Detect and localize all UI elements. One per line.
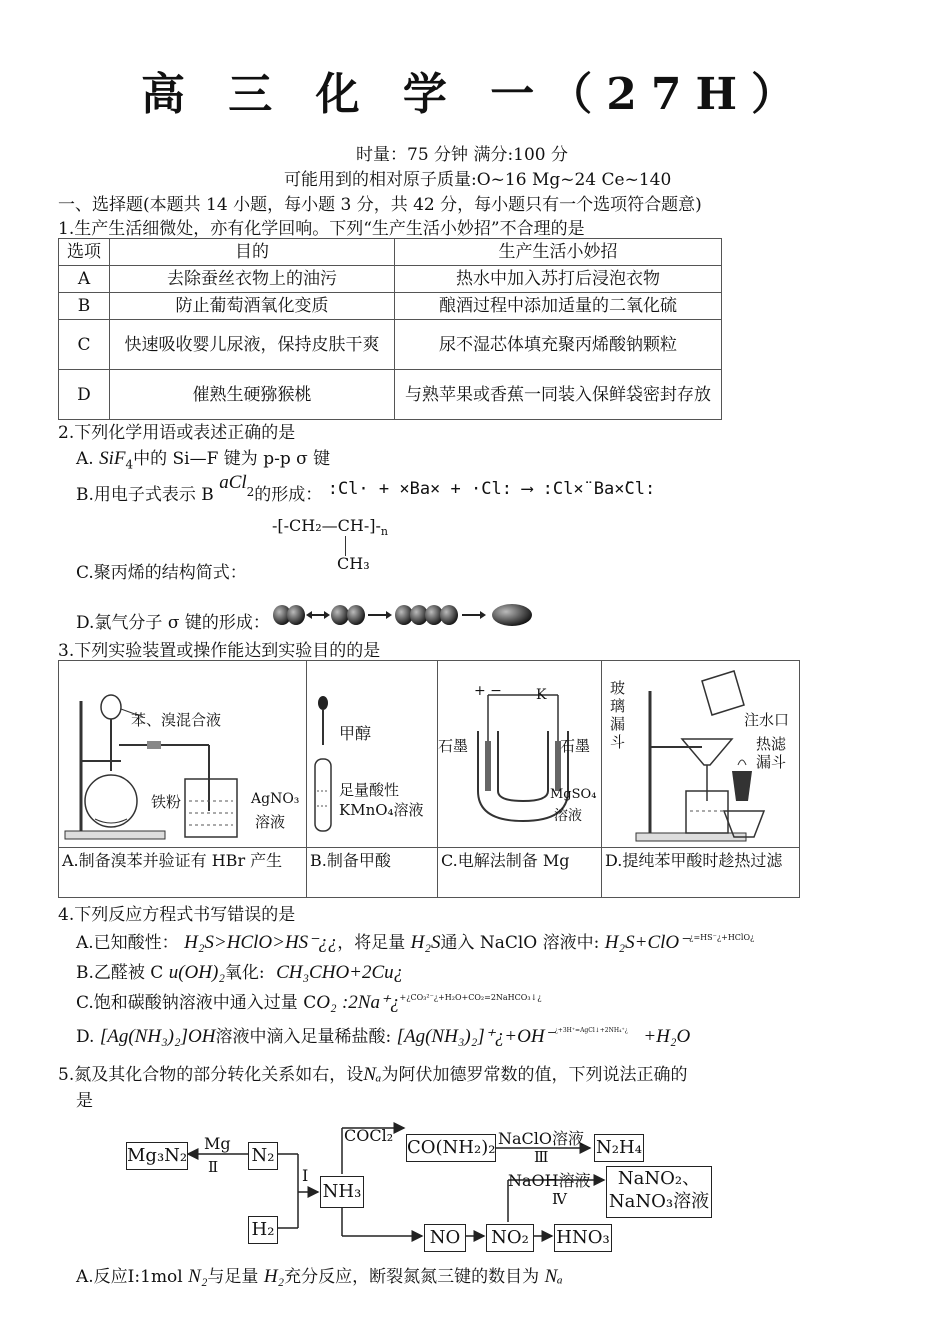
label-methanol: 甲醇	[339, 724, 372, 743]
q2-option-a	[76, 444, 330, 471]
q2-option-c: C.聚丙烯的结构简式：	[76, 563, 247, 583]
q4-option-a	[76, 928, 754, 954]
label-funnel-2: 璃	[610, 697, 626, 715]
caption-b: B.制备甲酸	[307, 847, 437, 900]
arrow-label-naclo: NaClO溶液	[498, 1129, 585, 1148]
formula: Nₐ	[363, 1064, 382, 1085]
formula: H₂S	[410, 932, 441, 953]
label-funnel-3: 漏	[610, 715, 626, 733]
q5-stem	[58, 1060, 687, 1086]
option-text: B.用电子式表示 B	[76, 485, 214, 505]
option-text: 与足量	[207, 1267, 259, 1287]
arrow-label-iv: Ⅳ	[552, 1190, 567, 1208]
nitrite-line-2: NaNO₃溶液	[608, 1191, 710, 1212]
page-title: 高 三 化 学 一（27H）	[140, 69, 810, 120]
purpose-cell: 防止葡萄酒氧化变质	[110, 293, 395, 320]
arrow-label-iii: Ⅲ	[534, 1148, 549, 1166]
box-hno3: HNO₃	[554, 1224, 612, 1252]
tip-cell: 酿酒过程中添加适量的二氧化硫	[395, 293, 722, 320]
tip-cell: 尿不湿芯体填充聚丙烯酸钠颗粒	[395, 320, 722, 370]
option-text: 中的 Si—F 键为 p-p σ 键	[133, 449, 331, 469]
formula: H₂S+ClO⁻	[604, 932, 690, 953]
table-row	[59, 320, 722, 370]
label-hot-1: 热滤	[756, 735, 787, 753]
label-solution-c: 溶液	[554, 808, 582, 824]
q4-option-b	[76, 958, 403, 984]
formula: H₂	[263, 1266, 285, 1287]
label-mixture: 苯、溴混合液	[131, 711, 222, 729]
caption-d: D.提纯苯甲酸时趁热过滤	[602, 847, 799, 900]
formula: aCl	[219, 472, 247, 493]
apparatus-d	[602, 661, 799, 897]
polypropylene-structure	[272, 516, 388, 538]
q1-table	[58, 238, 722, 420]
option-cell: B	[59, 293, 110, 320]
formula: :2Na⁺¿	[341, 992, 400, 1013]
stem-text: 为阿伏加德罗常数的值，下列说法正确的	[381, 1065, 688, 1085]
q2-option-d: D.氯气分子 σ 键的形成：	[76, 613, 270, 633]
option-text: 的形成：	[254, 485, 323, 505]
formula: CH₃CHO+2Cu¿	[276, 962, 404, 983]
label-polarity: + −	[474, 683, 502, 699]
tip-cell: 与熟苹果或香蕉一同装入保鲜袋密封存放	[395, 370, 722, 420]
time-info: 时量：75 分钟 满分:100 分	[356, 145, 569, 165]
sigma-bond-orbitals	[268, 600, 538, 630]
box-urea: CO(NH₂)₂	[406, 1134, 496, 1162]
option-text: 氧化:	[224, 963, 265, 983]
option-text: C.饱和碳酸钠溶液中通入过量 C	[76, 993, 317, 1013]
arrow-label-mg: Mg	[204, 1134, 231, 1153]
label-funnel-1: 玻	[610, 679, 626, 697]
label-solution: 溶液	[255, 813, 286, 831]
formula: SiF	[99, 448, 126, 469]
table-row	[59, 370, 722, 420]
q5-option-a	[76, 1262, 563, 1288]
arrow-label-naoh: NaOH溶液	[508, 1171, 591, 1190]
option-label: A.	[76, 449, 94, 469]
arrow-label-ii: Ⅱ	[208, 1158, 219, 1176]
q2-stem: 2.下列化学用语或表述正确的是	[58, 423, 296, 443]
formula: +H₂O	[643, 1026, 691, 1047]
caption-a: A.制备溴苯并验证有 HBr 产生	[59, 847, 306, 900]
box-n2h4: N₂H₄	[594, 1134, 644, 1162]
formula: [Ag(NH₃)₂]⁺¿+OH⁻	[396, 1026, 555, 1047]
label-graphite-right: 石墨	[560, 737, 591, 755]
nitrite-line-1: NaNO₂、	[617, 1168, 701, 1189]
q3-stem: 3.下列实验装置或操作能达到实验目的的是	[58, 641, 381, 661]
purpose-cell: 催熟生硬猕猴桃	[110, 370, 395, 420]
formula-sub: 2	[246, 485, 255, 500]
option-text: A.反应Ⅰ:1mol	[76, 1267, 183, 1287]
option-text: ，将足量	[337, 933, 406, 953]
label-kmno4-1: 足量酸性	[339, 781, 400, 799]
label-mgso4: MgSO₄	[550, 787, 597, 802]
option-cell: A	[59, 266, 110, 293]
label-graphite-left: 石墨	[438, 737, 469, 755]
atomic-masses: 可能用到的相对原子质量:O~16 Mg~24 Ce~140	[284, 170, 672, 190]
table-header-row	[59, 239, 722, 266]
formula: Nₐ	[544, 1266, 563, 1287]
q5-stem-cont: 是	[76, 1091, 93, 1111]
box-no2: NO₂	[486, 1224, 534, 1252]
table-row	[59, 266, 722, 293]
q4-stem: 4.下列反应方程式书写错误的是	[58, 905, 296, 925]
table-row	[59, 293, 722, 320]
electron-formula: :Cl· + ×Ba× + ·Cl: ⟶ :Cl×̈ Ba×̈Cl:	[327, 479, 656, 499]
section-heading: 一、选择题(本题共 14 小题，每小题 3 分，共 42 分，每小题只有一个选项符合题意)	[58, 195, 702, 215]
label-kmno4-2: KMnO₄溶液	[339, 801, 424, 819]
formula-small: ¿=HS⁻¿+HClO¿	[689, 933, 755, 942]
q3-apparatus-table	[58, 660, 800, 898]
formula: N₂	[188, 1266, 208, 1287]
stem-text: 5.氮及其化合物的部分转化关系如右，设	[58, 1065, 364, 1085]
box-no: NO	[424, 1224, 466, 1252]
formula: O₂	[316, 992, 337, 1013]
option-text: 溶液中滴入足量稀盐酸:	[215, 1027, 392, 1047]
box-h2: H₂	[248, 1216, 278, 1244]
formula-sub: 4	[125, 457, 134, 472]
table-header-cell: 生产生活小妙招	[395, 239, 722, 266]
option-cell: C	[59, 320, 110, 370]
box-nitrite	[606, 1166, 712, 1218]
apparatus-b	[307, 661, 438, 897]
option-text: 充分反应，断裂氮氮三键的数目为	[284, 1267, 540, 1287]
label-iron: 铁粉	[151, 793, 182, 811]
tip-cell: 热水中加入苏打后浸泡衣物	[395, 266, 722, 293]
structure-n: n	[380, 525, 389, 539]
q2-option-b	[76, 472, 656, 507]
structure-bond	[345, 536, 346, 556]
q4-option-d	[76, 1022, 690, 1048]
arrow-label-cocl2: COCl₂	[344, 1126, 394, 1145]
option-text: A.已知酸性：	[76, 933, 179, 953]
formula-small: ¿+3H⁺=AgCl↓+2NH₄⁺¿	[554, 1027, 628, 1034]
option-cell: D	[59, 370, 110, 420]
apparatus-c	[438, 661, 602, 897]
caption-c: C.电解法制备 Mg	[438, 847, 601, 900]
box-n2: N₂	[248, 1142, 278, 1170]
formula: H₂S>HClO>HS⁻¿¿	[184, 932, 338, 953]
label-funnel-4: 斗	[610, 733, 626, 751]
option-text: 通入 NaClO 溶液中:	[440, 933, 600, 953]
q1-stem: 1.生产生活细微处，亦有化学回响。下列“生产生活小妙招”不合理的是	[58, 219, 585, 239]
purpose-cell: 快速吸收婴儿尿液，保持皮肤干爽	[110, 320, 395, 370]
q4-option-c	[76, 988, 542, 1014]
purpose-cell: 去除蚕丝衣物上的油污	[110, 266, 395, 293]
label-agno3: AgNO₃	[251, 791, 300, 807]
structure-top: -[-CH₂—CH-]-	[272, 516, 381, 535]
table-header-cell: 目的	[110, 239, 395, 266]
structure-bottom: CH₃	[337, 554, 370, 573]
apparatus-a	[59, 661, 307, 897]
formula: u(OH)₂	[168, 962, 225, 983]
arrow-label-i: Ⅰ	[302, 1166, 309, 1185]
formula: [Ag(NH₃)₂]OH	[99, 1026, 216, 1047]
formula-small: +¿CO₃²⁻¿+H₂O+CO₂=2NaHCO₃↓¿	[399, 993, 542, 1002]
label-water-inlet: 注水口	[744, 711, 790, 729]
option-text: D.	[76, 1027, 95, 1047]
table-header-cell: 选项	[59, 239, 110, 266]
box-nh3: NH₃	[320, 1176, 364, 1208]
label-k: K	[536, 687, 547, 703]
option-text: B.乙醛被 C	[76, 963, 164, 983]
box-mg3n2: Mg₃N₂	[126, 1142, 188, 1170]
label-hot-2: 漏斗	[756, 753, 787, 771]
